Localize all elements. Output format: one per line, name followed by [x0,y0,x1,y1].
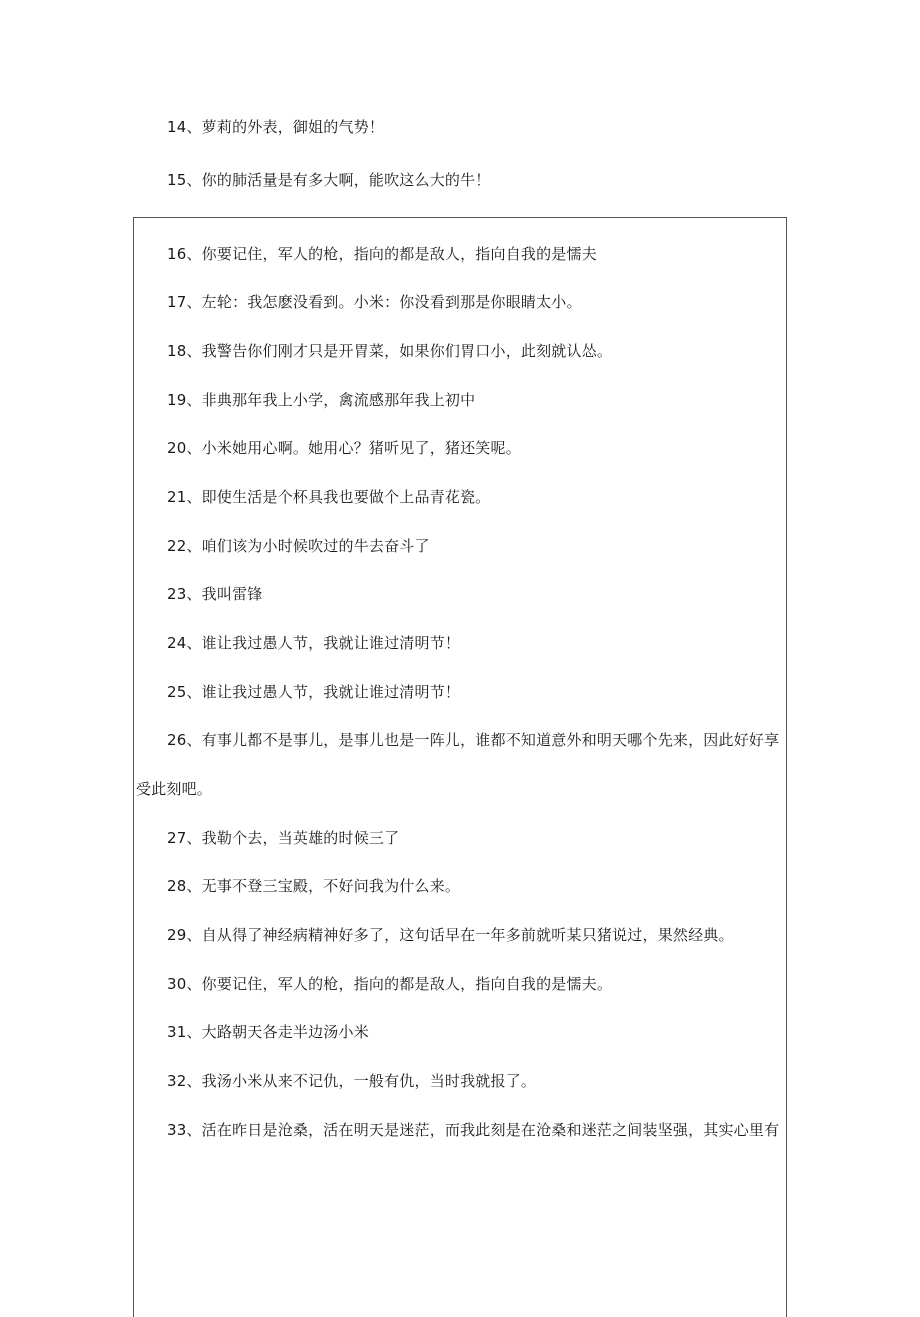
list-item: 20、小米她用心啊。她用心？猪听见了，猪还笑呢。 [167,439,521,457]
list-item: 32、我汤小米从来不记仇，一般有仇，当时我就报了。 [167,1072,537,1090]
list-item: 27、我勒个去，当英雄的时候三了 [167,829,400,847]
list-item: 31、大路朝天各走半边汤小米 [167,1023,369,1041]
list-item: 28、无事不登三宝殿，不好问我为什么来。 [167,877,461,895]
list-item: 21、即使生活是个杯具我也要做个上品青花瓷。 [167,488,491,506]
list-item: 25、谁让我过愚人节，我就让谁过清明节！ [167,683,461,701]
list-item: 18、我警告你们刚才只是开胃菜，如果你们胃口小，此刻就认怂。 [167,342,613,360]
bordered-section [133,217,787,1317]
list-item: 26、有事儿都不是事儿，是事儿也是一阵儿，谁都不知道意外和明天哪个先来，因此好好享 [167,731,780,749]
list-item: 16、你要记住，军人的枪，指向的都是敌人，指向自我的是懦夫 [167,245,597,263]
list-item: 33、活在昨日是沧桑，活在明天是迷茫，而我此刻是在沧桑和迷茫之间装坚强，其实心里有 [167,1121,780,1139]
list-item: 30、你要记住，军人的枪，指向的都是敌人，指向自我的是懦夫。 [167,975,613,993]
list-item: 15、你的肺活量是有多大啊，能吹这么大的牛！ [167,171,491,189]
list-item: 22、咱们该为小时候吹过的牛去奋斗了 [167,537,430,555]
list-item: 29、自从得了神经病精神好多了，这句话早在一年多前就听某只猪说过，果然经典。 [167,926,734,944]
list-item: 23、我叫雷锋 [167,585,263,603]
list-item: 17、左轮：我怎麽没看到。小米：你没看到那是你眼睛太小。 [167,293,582,311]
list-item-continuation: 受此刻吧。 [136,780,213,798]
list-item: 14、萝莉的外表，御姐的气势！ [167,118,385,136]
list-item: 24、谁让我过愚人节，我就让谁过清明节！ [167,634,461,652]
list-item: 19、非典那年我上小学，禽流感那年我上初中 [167,391,476,409]
